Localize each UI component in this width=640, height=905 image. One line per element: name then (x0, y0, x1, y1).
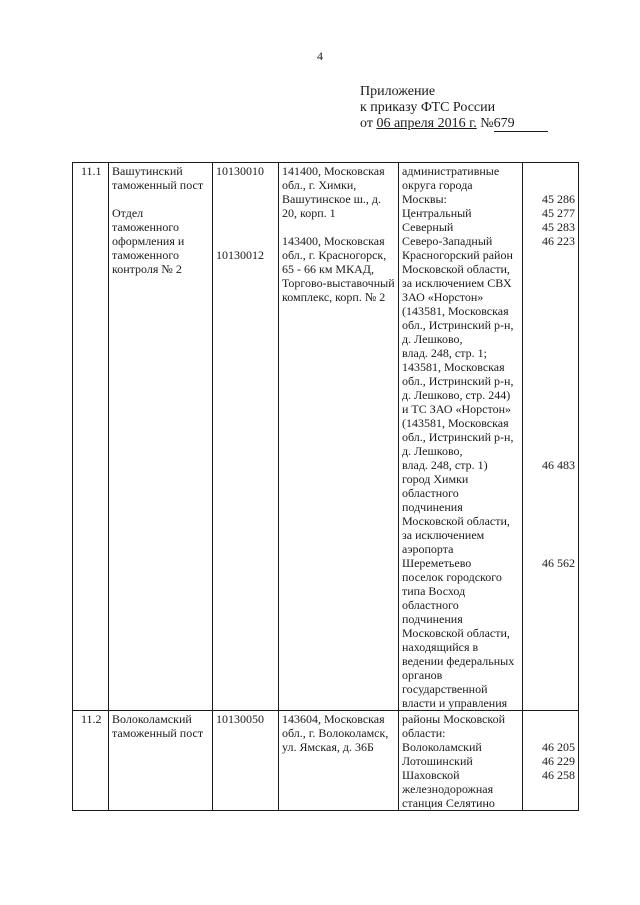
territory-line: (143581, Московская (402, 416, 509, 430)
territory-line: 143581, Московская (402, 360, 505, 374)
okato-code: 45 286 (542, 192, 575, 206)
territory-line: Московской области, (402, 514, 510, 528)
territory-line: и ТС ЗАО «Норстон» (402, 402, 512, 416)
post-name: Отдел таможенного оформления и таможенного контроля № 2 (112, 206, 185, 276)
annex-title: Приложение (360, 84, 436, 99)
territory-line: областного (402, 598, 459, 612)
row-number: 11.2 (73, 711, 109, 811)
territory-line: области: (402, 726, 446, 740)
territory-line: станция Селятино (402, 796, 495, 810)
territory-line: ведении федеральных (402, 654, 515, 668)
territory-line: за исключением (402, 528, 485, 542)
territory-line: влад. 248, стр. 1; (402, 346, 487, 360)
territory-line: власти и управления (402, 696, 508, 710)
okato-code: 46 223 (542, 234, 575, 248)
post-address: 143400, Московская обл., г. Красногорск, 65 - 66 км МКАД, Торгово-выставочный комплекс, корп. № 2 (282, 234, 395, 304)
post-name: Волоколамский таможенный пост (112, 712, 204, 740)
territory-line: Шаховской (402, 768, 460, 782)
territory-line: Волоколамский (402, 740, 482, 754)
territory-line: обл., Истринский р-н, (402, 318, 514, 332)
territory-line: Москвы: (402, 192, 447, 206)
annex-date: 06 апреля 2016 г. (376, 116, 477, 131)
okato-code: 45 283 (542, 220, 575, 234)
territory-line: поселок городского (402, 570, 502, 584)
territory-line: аэропорта (402, 542, 454, 556)
post-code: 10130012 (216, 248, 264, 262)
okato-code: 46 229 (542, 754, 575, 768)
territory-line: находящийся в (402, 640, 479, 654)
territory-line: город Химки (402, 472, 469, 486)
annex-header (360, 84, 630, 132)
post-name: Вашутинский таможенный пост (112, 164, 204, 192)
territory-line: влад. 248, стр. 1) (402, 458, 488, 472)
territory-line: административные (402, 164, 500, 178)
territory-line: государственной (402, 682, 488, 696)
okato-cell (523, 711, 579, 811)
okato-code: 45 277 (542, 206, 575, 220)
territory-line: областного (402, 486, 459, 500)
territory-cell (399, 163, 523, 711)
annex-number-sign: № (480, 116, 494, 131)
territory-line: подчинения (402, 500, 463, 514)
territory-line: обл., Истринский р-н, (402, 374, 514, 388)
territory-line: типа Восход (402, 584, 466, 598)
territory-line: органов (402, 668, 443, 682)
okato-code: 46 562 (542, 556, 575, 570)
territory-line: за исключением СВХ (402, 276, 512, 290)
table-row (73, 711, 579, 811)
territory-line: Московской области, (402, 626, 510, 640)
territory-line: Московской области, (402, 262, 510, 276)
territory-line: районы Московской (402, 712, 506, 726)
okato-code: 46 258 (542, 768, 575, 782)
okato-code: 46 483 (542, 458, 575, 472)
page-number: 4 (317, 49, 323, 63)
post-codes-cell (213, 163, 279, 711)
row-number: 11.1 (73, 163, 109, 711)
okato-code: 46 205 (542, 740, 575, 754)
territory-line: д. Лешково, (402, 444, 463, 458)
territory-line: округа города (402, 178, 473, 192)
customs-table (72, 162, 579, 811)
territory-line: Красногорский район (402, 248, 513, 262)
post-names-cell (109, 163, 213, 711)
post-address: 141400, Московская обл., г. Химки, Вашутинское ш., д. 20, корп. 1 (282, 164, 385, 220)
annex-number: 679 (494, 117, 548, 132)
post-code: 10130050 (216, 712, 264, 726)
territory-line: Шереметьево (402, 556, 472, 570)
post-addresses-cell (279, 163, 399, 711)
territory-line: Центральный (402, 206, 472, 220)
post-addresses-cell (279, 711, 399, 811)
territory-line: д. Лешково, стр. 244) (402, 388, 511, 402)
territory-line: (143581, Московская (402, 304, 509, 318)
annex-order-ref: к приказу ФТС России (360, 100, 496, 115)
post-code: 10130010 (216, 164, 264, 178)
post-names-cell (109, 711, 213, 811)
territory-line: обл., Истринский р-н, (402, 430, 514, 444)
territory-line: д. Лешково, (402, 332, 463, 346)
post-address: 143604, Московская обл., г. Волоколамск, ул. Ямская, д. 36Б (282, 712, 389, 754)
territory-line: Северный (402, 220, 454, 234)
table-row (73, 163, 579, 711)
annex-from: от (360, 116, 373, 131)
post-codes-cell (213, 711, 279, 811)
territory-cell (399, 711, 523, 811)
territory-line: ЗАО «Норстон» (402, 290, 484, 304)
territory-line: Северо-Западный (402, 234, 493, 248)
annex-date-line (360, 116, 630, 132)
territory-line: железнодорожная (402, 782, 494, 796)
territory-line: подчинения (402, 612, 463, 626)
okato-cell (523, 163, 579, 711)
territory-line: Лотошинский (402, 754, 473, 768)
